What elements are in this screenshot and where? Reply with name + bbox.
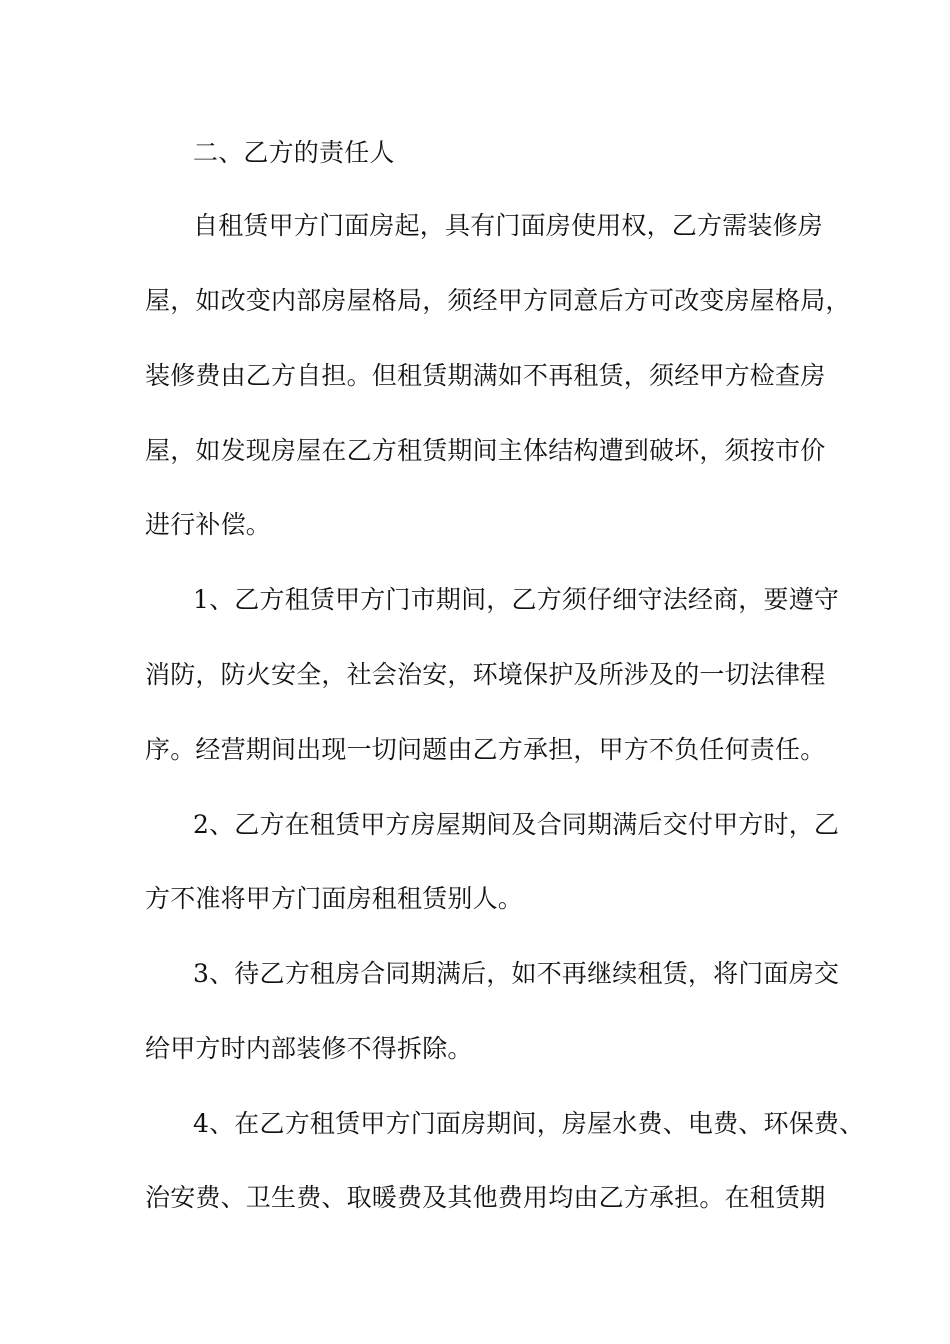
paragraph-line: 屋，如发现房屋在乙方租赁期间主体结构遭到破坏，须按市价 xyxy=(145,436,826,465)
clause-3-line: 3、待乙方租房合同期满后，如不再继续租赁，将门面房交 xyxy=(193,959,840,988)
paragraph-line: 序。经营期间出现一切问题由乙方承担，甲方不负任何责任。 xyxy=(145,735,826,764)
paragraph-line: 自租赁甲方门面房起，具有门面房使用权，乙方需装修房 xyxy=(193,211,824,240)
clause-4-line: 4、在乙方租赁甲方门面房期间，房屋水费、电费、环保费、 xyxy=(193,1109,865,1138)
clause-2-line: 2、乙方在租赁甲方房屋期间及合同期满后交付甲方时，乙 xyxy=(193,810,840,839)
paragraph-line: 屋，如改变内部房屋格局，须经甲方同意后方可改变房屋格局， xyxy=(145,286,851,315)
paragraph-line: 消防，防火安全，社会治安，环境保护及所涉及的一切法律程 xyxy=(145,660,826,689)
paragraph-line: 治安费、卫生费、取暖费及其他费用均由乙方承担。在租赁期 xyxy=(145,1183,826,1212)
paragraph-line: 进行补偿。 xyxy=(145,510,272,539)
section-heading: 二、乙方的责任人 xyxy=(193,138,395,167)
paragraph-line: 装修费由乙方自担。但租赁期满如不再租赁，须经甲方检查房 xyxy=(145,361,826,390)
paragraph-line: 给甲方时内部装修不得拆除。 xyxy=(145,1034,473,1063)
paragraph-line: 方不准将甲方门面房租租赁别人。 xyxy=(145,884,524,913)
clause-1-line: 1、乙方租赁甲方门市期间，乙方须仔细守法经商，要遵守 xyxy=(193,585,840,614)
